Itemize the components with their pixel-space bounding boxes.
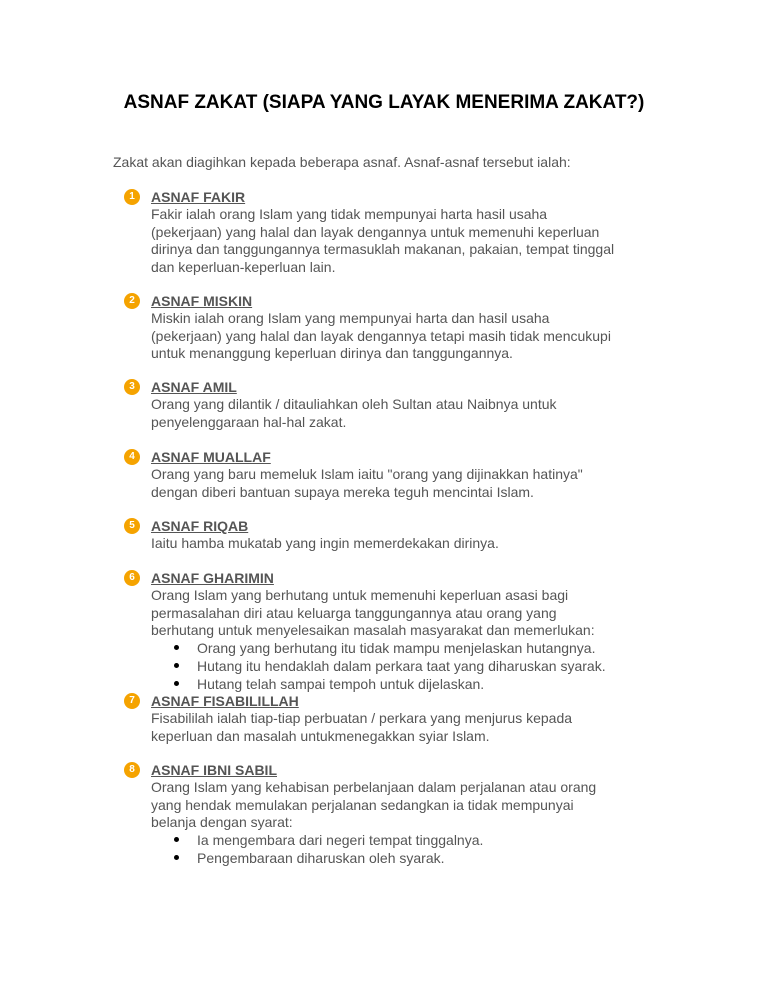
body-line: Orang Islam yang berhutang untuk memenuhi keperluan asasi bagi xyxy=(151,587,569,603)
section-heading: ASNAF FISABILILLAH xyxy=(151,693,299,709)
body-line: dan keperluan-keperluan lain. xyxy=(151,258,336,275)
number-badge-icon: 3 xyxy=(124,379,140,395)
body-line: dirinya dan tanggungannya termasuklah makanan, pakaian, tempat tinggal xyxy=(151,241,615,257)
number-badge-icon: 4 xyxy=(124,449,140,465)
body-line: Orang Islam yang kehabisan perbelanjaan dalam perjalanan atau orang xyxy=(151,779,597,795)
section-body xyxy=(151,310,656,363)
bullet-icon xyxy=(174,663,179,668)
body-line: Orang yang baru memeluk Islam iaitu "orang yang dijinakkan hatinya" xyxy=(151,466,583,482)
list-item-text: Hutang itu hendaklah dalam perkara taat yang diharuskan syarak. xyxy=(197,658,606,674)
list-item xyxy=(174,849,674,867)
bullet-icon xyxy=(174,681,179,686)
section-heading: ASNAF FAKIR xyxy=(151,189,246,205)
section-body xyxy=(151,779,656,832)
list-item-text: Orang yang berhutang itu tidak mampu menjelaskan hutangnya. xyxy=(197,640,596,656)
body-line: Orang yang dilantik / ditauliahkan oleh Sultan atau Naibnya untuk xyxy=(151,396,557,412)
page-title: ASNAF ZAKAT (SIAPA YANG LAYAK MENERIMA ZAKAT?) xyxy=(123,92,645,113)
bullet-icon xyxy=(174,837,179,842)
bullet-list xyxy=(174,639,674,693)
number-badge-icon: 7 xyxy=(124,693,140,709)
section-heading: ASNAF GHARIMIN xyxy=(151,570,274,586)
section-body xyxy=(151,535,656,553)
number-badge-icon: 5 xyxy=(124,518,140,534)
section-heading: ASNAF MISKIN xyxy=(151,293,253,309)
body-line: belanja dengan syarat: xyxy=(151,814,293,830)
number-badge-icon: 2 xyxy=(124,293,140,309)
body-line: Fisabililah ialah tiap-tiap perbuatan / perkara yang menjurus kepada xyxy=(151,710,573,726)
body-line: Fakir ialah orang Islam yang tidak mempunyai harta hasil usaha xyxy=(151,206,548,222)
number-badge-icon: 1 xyxy=(124,189,140,205)
bullet-icon xyxy=(174,855,179,860)
body-line: dengan diberi bantuan supaya mereka teguh mencintai Islam. xyxy=(151,483,534,500)
intro-text: Zakat akan diagihkan kepada beberapa asnaf. Asnaf-asnaf tersebut ialah: xyxy=(113,154,571,170)
bullet-list xyxy=(174,831,674,867)
body-line: Iaitu hamba mukatab yang ingin memerdekakan dirinya. xyxy=(151,535,499,551)
body-line: permasalahan diri atau keluarga tanggungannya atau orang yang xyxy=(151,604,557,621)
list-item-text: Hutang telah sampai tempoh untuk dijelaskan. xyxy=(197,676,485,692)
body-line: keperluan dan masalah untukmenegakkan syiar Islam. xyxy=(151,727,490,744)
list-item-text: Ia mengembara dari negeri tempat tinggalnya. xyxy=(197,832,484,848)
list-item-text: Pengembaraan diharuskan oleh syarak. xyxy=(197,850,445,866)
body-line: penyelenggaraan hal-hal zakat. xyxy=(151,413,347,430)
body-line: (pekerjaan) yang halal dan layak dengannya untuk memenuhi keperluan xyxy=(151,223,600,240)
body-line: Miskin ialah orang Islam yang mempunyai harta dan hasil usaha xyxy=(151,310,550,326)
section-heading: ASNAF MUALLAF xyxy=(151,449,271,465)
section-heading: ASNAF IBNI SABIL xyxy=(151,762,277,778)
section-body xyxy=(151,587,656,640)
list-item xyxy=(174,639,674,657)
section-body xyxy=(151,206,656,276)
bullet-icon xyxy=(174,645,179,650)
section-heading: ASNAF RIQAB xyxy=(151,518,249,534)
list-item xyxy=(174,831,674,849)
body-line: berhutang untuk menyelesaikan masalah masyarakat dan memerlukan: xyxy=(151,622,595,638)
section-body xyxy=(151,396,656,431)
body-line: (pekerjaan) yang halal dan layak dengannya tetapi masih tidak mencukupi xyxy=(151,327,611,344)
body-line: yang hendak memulakan perjalanan sedangkan ia tidak mempunyai xyxy=(151,796,574,813)
section-body xyxy=(151,710,656,745)
section-body xyxy=(151,466,656,501)
list-item xyxy=(174,657,674,675)
body-line: untuk menanggung keperluan dirinya dan tanggungannya. xyxy=(151,345,513,361)
number-badge-icon: 8 xyxy=(124,762,140,778)
section-heading: ASNAF AMIL xyxy=(151,379,237,395)
number-badge-icon: 6 xyxy=(124,570,140,586)
list-item xyxy=(174,675,674,693)
